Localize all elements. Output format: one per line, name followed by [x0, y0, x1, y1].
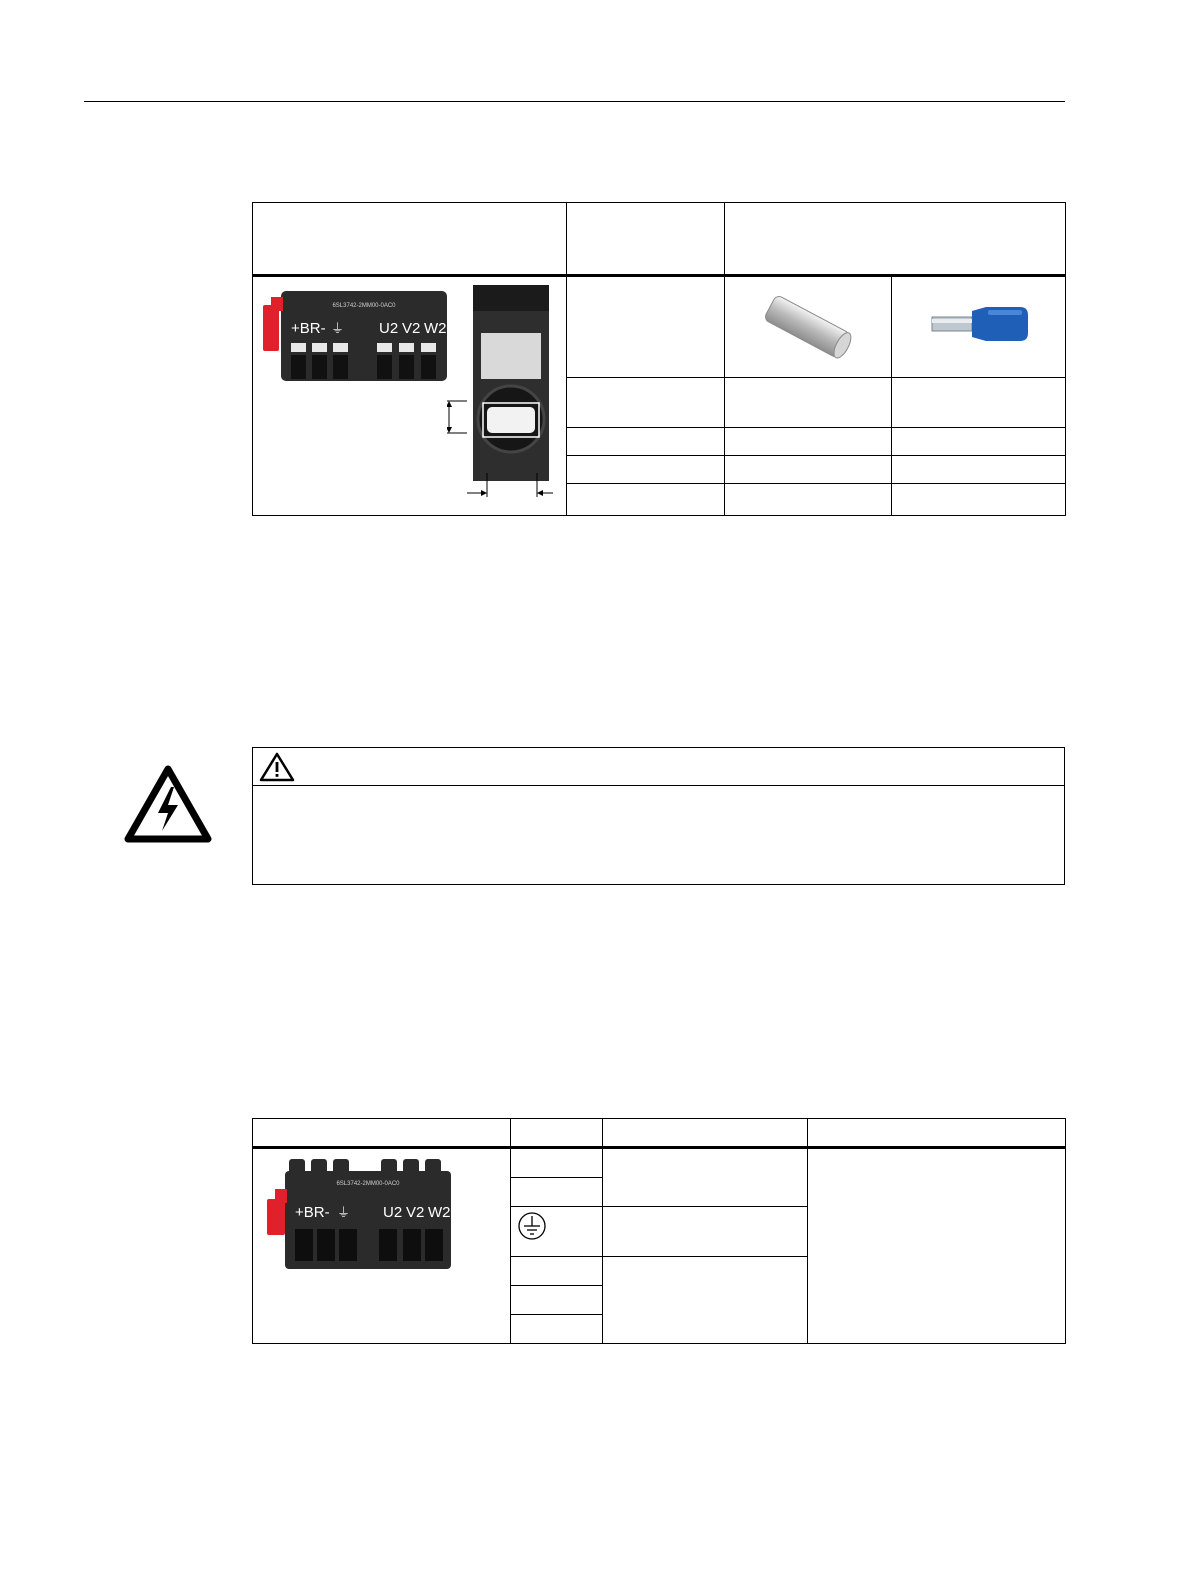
terminal-opening-detail-photo	[447, 283, 569, 507]
header-cell	[603, 1119, 808, 1148]
table-cell	[511, 1286, 603, 1315]
table-cell	[511, 1257, 603, 1286]
ferrule-image-cell	[725, 276, 892, 378]
table-row	[253, 1148, 1066, 1178]
table-cell	[567, 484, 725, 516]
table-cell	[725, 484, 892, 516]
table-cell	[603, 1148, 808, 1207]
connector-model-text: 6SL3742-2MM00-0AC0	[332, 303, 396, 309]
table-cell	[725, 378, 892, 428]
terminal-label-w2: W2	[424, 320, 447, 337]
protective-earth-icon	[517, 1211, 547, 1241]
connection-data-table	[252, 202, 1066, 516]
terminal-assignment-table	[252, 1118, 1066, 1344]
power-connector-photo	[261, 283, 471, 395]
header-cell	[808, 1119, 1066, 1148]
table-cell	[892, 428, 1066, 456]
table-cell	[567, 428, 725, 456]
uninsulated-ferrule-photo	[753, 287, 863, 367]
insulated-ferrule-photo	[928, 301, 1038, 351]
warning-header	[253, 748, 1064, 786]
terminal-label-v2: V2	[402, 320, 421, 337]
header-cell	[253, 203, 567, 276]
header-cell	[725, 203, 1066, 276]
table-cell	[511, 1178, 603, 1207]
table-row	[253, 276, 1066, 378]
table-cell	[892, 378, 1066, 428]
table-cell	[511, 1207, 603, 1257]
table-cell	[603, 1207, 808, 1257]
connector-image-cell	[253, 1148, 511, 1344]
terminal-label-u2: U2	[379, 320, 399, 337]
table-header-row	[253, 203, 1066, 276]
terminal-label-br: +BR-	[295, 1204, 330, 1221]
table-cell	[567, 276, 725, 378]
power-connector-photo	[265, 1155, 471, 1273]
caution-triangle-icon	[258, 751, 296, 783]
table-cell	[892, 484, 1066, 516]
terminal-label-br: +BR-	[291, 320, 326, 337]
high-voltage-warning-icon	[124, 765, 212, 845]
terminal-label-v2: V2	[406, 1204, 425, 1221]
connector-image-cell	[253, 276, 567, 516]
table-cell	[808, 1148, 1066, 1344]
table-cell	[511, 1148, 603, 1178]
header-cell	[567, 203, 725, 276]
warning-box	[252, 747, 1065, 885]
table-cell	[567, 378, 725, 428]
terminal-label-u2: U2	[383, 1204, 403, 1221]
table-cell	[892, 456, 1066, 484]
table-cell	[725, 428, 892, 456]
ferrule-image-cell	[892, 276, 1066, 378]
table-cell	[725, 456, 892, 484]
header-cell	[511, 1119, 603, 1148]
terminal-label-pe: ⏚	[337, 1205, 351, 1220]
table-header-row	[253, 1119, 1066, 1148]
table-cell	[603, 1257, 808, 1344]
terminal-label-pe: ⏚	[331, 321, 345, 336]
terminal-label-w2: W2	[428, 1204, 451, 1221]
connector-model-text: 6SL3742-2MM00-0AC0	[336, 1181, 400, 1187]
table-cell	[567, 456, 725, 484]
page-top-rule	[84, 101, 1065, 102]
header-cell	[253, 1119, 511, 1148]
table-cell	[511, 1315, 603, 1344]
